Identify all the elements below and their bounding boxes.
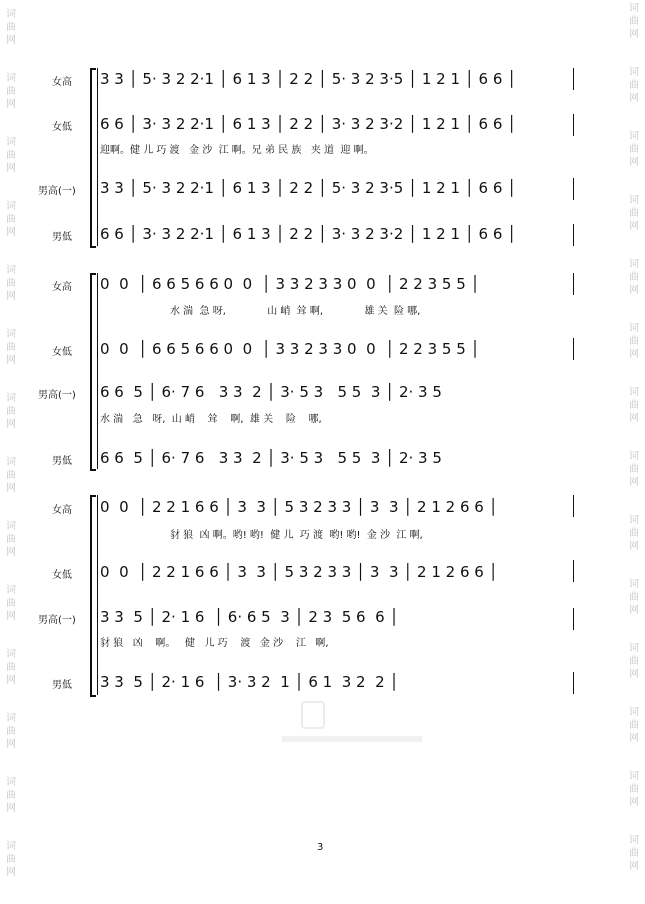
part-notes: 0 0 │ 6 6 5 6 6 0 0 │ 3 3 2 3 3 0 0 │ 2 2 3 5 5 │ (100, 340, 480, 358)
system-brace (90, 68, 96, 248)
watermark-char: 曲 (629, 656, 639, 667)
end-barline (573, 560, 574, 582)
watermark-char: 词 (6, 521, 16, 532)
system-brace (90, 273, 96, 471)
lyrics-line: 迎啊。健 儿 巧 渡 金 沙 江 啊。兄 弟 民 族 夹 道 迎 啊。 (100, 145, 374, 156)
watermark-char: 曲 (629, 80, 639, 91)
part-label: 男高(一) (38, 186, 76, 197)
part-notes: 6 6 │ 3· 3 2 2·1 │ 6 1 3 │ 2 2 │ 3· 3 2 3·2 │ 1 2 1 │ 6 6 │ (100, 115, 517, 133)
part-label: 女高 (52, 282, 72, 293)
watermark-char: 词 (6, 457, 16, 468)
part-notes: 0 0 │ 2 2 1 6 6 │ 3 3 │ 5 3 2 3 3 │ 3 3 │ 2 1 2 6 6 │ (100, 563, 498, 581)
lyrics-line: 豺 狼 凶 啊。哟! 哟! 健 儿 巧 渡 哟! 哟! 金 沙 江 啊, (170, 530, 423, 541)
watermark-char: 词 (6, 585, 16, 596)
part-label: 男低 (52, 232, 72, 243)
watermark-char: 词 (629, 3, 639, 14)
watermark-char: 网 (629, 477, 639, 488)
part-notes: 3 3 │ 5· 3 2 2·1 │ 6 1 3 │ 2 2 │ 5· 3 2 3·5 │ 1 2 1 │ 6 6 │ (100, 70, 517, 88)
watermark-char: 曲 (629, 400, 639, 411)
part-notes: 0 0 │ 6 6 5 6 6 0 0 │ 3 3 2 3 3 0 0 │ 2 2 3 5 5 │ (100, 275, 480, 293)
part-label: 女低 (52, 347, 72, 358)
part-notes: 6 6 5 │ 6· 7 6 3 3 2 │ 3· 5 3 5 5 3 │ 2· 3 5 (100, 449, 442, 467)
watermark-char: 词 (629, 835, 639, 846)
watermark-char: 曲 (6, 406, 16, 417)
watermark-char: 网 (629, 861, 639, 872)
watermark-char: 网 (6, 803, 16, 814)
watermark-char: 网 (629, 93, 639, 104)
watermark-char: 网 (629, 285, 639, 296)
watermark-char: 词 (6, 841, 16, 852)
system-barline (97, 68, 98, 246)
watermark-char: 曲 (629, 336, 639, 347)
watermark-char: 网 (629, 221, 639, 232)
logo-watermark (262, 700, 432, 750)
watermark-char: 网 (629, 157, 639, 168)
watermark-char: 网 (629, 733, 639, 744)
watermark-char: 词 (629, 131, 639, 142)
watermark-char: 曲 (6, 534, 16, 545)
end-barline (573, 495, 574, 517)
part-notes: 6 6 5 │ 6· 7 6 3 3 2 │ 3· 5 3 5 5 3 │ 2· 3 5 (100, 383, 442, 401)
watermark-char: 网 (629, 541, 639, 552)
part-notes: 3 3 │ 5· 3 2 2·1 │ 6 1 3 │ 2 2 │ 5· 3 2 3·5 │ 1 2 1 │ 6 6 │ (100, 179, 517, 197)
watermark-char: 曲 (6, 278, 16, 289)
watermark-char: 网 (6, 611, 16, 622)
watermark-char: 曲 (629, 464, 639, 475)
watermark-char: 曲 (629, 592, 639, 603)
watermark-char: 词 (629, 323, 639, 334)
part-label: 女低 (52, 122, 72, 133)
watermark-char: 词 (629, 451, 639, 462)
watermark-char: 曲 (6, 662, 16, 673)
end-barline (573, 178, 574, 200)
watermark-char: 网 (6, 35, 16, 46)
part-notes: 3 3 5 │ 2· 1 6 │ 3· 3 2 1 │ 6 1 3 2 2 │ (100, 673, 399, 691)
watermark-char: 曲 (6, 790, 16, 801)
watermark-char: 词 (6, 201, 16, 212)
watermark-char: 词 (629, 771, 639, 782)
watermark-char: 网 (6, 227, 16, 238)
system-brace (90, 495, 96, 697)
watermark-char: 曲 (629, 848, 639, 859)
watermark-char: 词 (629, 387, 639, 398)
watermark-char: 网 (629, 349, 639, 360)
watermark-char: 曲 (6, 342, 16, 353)
end-barline (573, 338, 574, 360)
watermark-char: 网 (629, 605, 639, 616)
part-label: 男高(一) (38, 390, 76, 401)
part-notes: 0 0 │ 2 2 1 6 6 │ 3 3 │ 5 3 2 3 3 │ 3 3 │ 2 1 2 6 6 │ (100, 498, 498, 516)
watermark-char: 词 (6, 713, 16, 724)
watermark-char: 词 (629, 195, 639, 206)
end-barline (573, 672, 574, 694)
watermark-char: 网 (6, 419, 16, 430)
watermark-char: 词 (629, 707, 639, 718)
watermark-char: 网 (6, 739, 16, 750)
watermark-char: 网 (629, 797, 639, 808)
watermark-char: 曲 (629, 144, 639, 155)
system-barline (97, 495, 98, 695)
part-label: 男低 (52, 456, 72, 467)
watermark-char: 词 (6, 73, 16, 84)
watermark-char: 曲 (6, 150, 16, 161)
part-label: 男低 (52, 680, 72, 691)
watermark-char: 曲 (629, 784, 639, 795)
watermark-char: 词 (6, 329, 16, 340)
lyrics-line: 水 湍 急 呀, 山 峭 耸 啊, 雄 关 险 哪, (170, 306, 421, 317)
watermark-char: 网 (6, 483, 16, 494)
page-number: 3 (317, 842, 324, 853)
watermark-char: 网 (629, 413, 639, 424)
part-label: 女高 (52, 77, 72, 88)
watermark-char: 曲 (6, 214, 16, 225)
end-barline (573, 273, 574, 295)
watermark-right (625, 2, 643, 898)
watermark-char: 网 (6, 675, 16, 686)
part-notes: 3 3 5 │ 2· 1 6 │ 6· 6 5 3 │ 2 3 5 6 6 │ (100, 608, 399, 626)
watermark-char: 词 (629, 67, 639, 78)
watermark-char: 网 (6, 547, 16, 558)
lyrics-line: 豺 狼 凶 啊。 健 儿 巧 渡 金 沙 江 啊, (100, 638, 329, 649)
watermark-char: 词 (629, 259, 639, 270)
end-barline (573, 608, 574, 630)
watermark-char: 曲 (6, 470, 16, 481)
part-label: 女高 (52, 505, 72, 516)
system-barline (97, 273, 98, 469)
watermark-char: 词 (6, 777, 16, 788)
lyrics-line: 水 湍 急 呀, 山 峭 耸 啊, 雄 关 险 哪, (100, 414, 322, 425)
watermark-char: 网 (6, 867, 16, 878)
watermark-char: 网 (6, 99, 16, 110)
watermark-char: 词 (6, 393, 16, 404)
watermark-char: 曲 (6, 22, 16, 33)
watermark-char: 曲 (6, 86, 16, 97)
watermark-char: 词 (6, 265, 16, 276)
watermark-char: 曲 (629, 208, 639, 219)
watermark-char: 曲 (629, 720, 639, 731)
watermark-char: 曲 (629, 272, 639, 283)
watermark-char: 网 (629, 29, 639, 40)
watermark-char: 词 (629, 579, 639, 590)
watermark-char: 曲 (6, 726, 16, 737)
part-notes: 6 6 │ 3· 3 2 2·1 │ 6 1 3 │ 2 2 │ 3· 3 2 3·2 │ 1 2 1 │ 6 6 │ (100, 225, 517, 243)
watermark-char: 曲 (629, 16, 639, 27)
watermark-char: 词 (6, 137, 16, 148)
watermark-char: 网 (6, 163, 16, 174)
watermark-char: 网 (6, 291, 16, 302)
watermark-char: 曲 (629, 528, 639, 539)
watermark-char: 词 (6, 649, 16, 660)
end-barline (573, 224, 574, 246)
end-barline (573, 114, 574, 136)
end-barline (573, 68, 574, 90)
watermark-char: 词 (6, 9, 16, 20)
watermark-char: 网 (6, 355, 16, 366)
watermark-char: 曲 (6, 854, 16, 865)
watermark-left (2, 8, 20, 904)
watermark-char: 词 (629, 643, 639, 654)
watermark-char: 曲 (6, 598, 16, 609)
part-label: 男高(一) (38, 615, 76, 626)
part-label: 女低 (52, 570, 72, 581)
watermark-char: 网 (629, 669, 639, 680)
watermark-char: 词 (629, 515, 639, 526)
